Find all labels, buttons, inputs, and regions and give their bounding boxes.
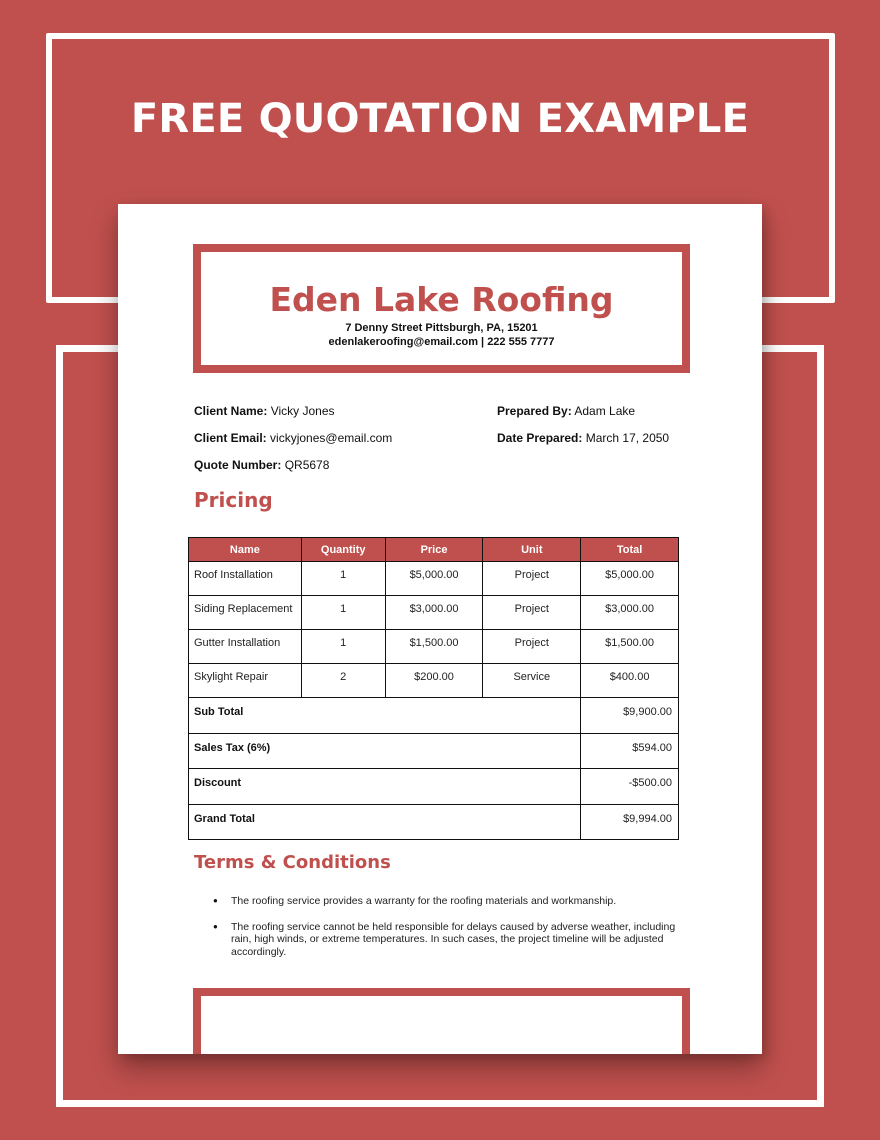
client-email-row [194,431,392,445]
sales-tax-value: $594.00 [581,733,679,769]
item-unit: Service [483,664,581,698]
table-row [189,630,679,664]
grand-total-value: $9,994.00 [581,804,679,840]
item-price: $5,000.00 [385,562,483,596]
list-item: ● The roofing service provides a warranty for the roofing materials and workmanship. [213,895,683,908]
pricing-table [188,537,679,840]
banner-title: FREE QUOTATION EXAMPLE [130,96,750,142]
item-quantity: 1 [301,562,385,596]
discount-row [189,769,679,805]
item-total: $400.00 [581,664,679,698]
company-address: 7 Denny Street Pittsburgh, PA, 15201 [345,322,538,334]
quote-number-value: QR5678 [284,458,330,472]
client-name-row [194,404,335,418]
prepared-by-row [497,404,635,418]
date-prepared-value: March 17, 2050 [585,431,670,445]
company-header-box [193,244,690,373]
pricing-header-row [189,538,679,562]
item-name: Gutter Installation [189,630,302,664]
item-price: $200.00 [385,664,483,698]
footer-box [193,988,690,1054]
subtotal-row [189,698,679,734]
col-header-unit: Unit [483,538,581,562]
item-price: $1,500.00 [385,630,483,664]
sales-tax-row [189,733,679,769]
item-unit: Project [483,596,581,630]
col-header-name: Name [189,538,302,562]
terms-list [213,895,683,971]
client-name-label: Client Name: [194,404,268,418]
company-contact: edenlakeroofing@email.com | 222 555 7777 [328,336,555,348]
item-quantity: 1 [301,630,385,664]
date-prepared-row [497,431,669,445]
col-header-price: Price [385,538,483,562]
item-price: $3,000.00 [385,596,483,630]
item-total: $5,000.00 [581,562,679,596]
grand-total-row [189,804,679,840]
table-row [189,596,679,630]
discount-value: -$500.00 [581,769,679,805]
pricing-heading: Pricing [194,488,273,512]
item-name: Skylight Repair [189,664,302,698]
item-total: $1,500.00 [581,630,679,664]
col-header-quantity: Quantity [301,538,385,562]
item-total: $3,000.00 [581,596,679,630]
table-row [189,664,679,698]
item-name: Roof Installation [189,562,302,596]
subtotal-value: $9,900.00 [581,698,679,734]
grand-total-label: Grand Total [189,804,581,840]
prepared-by-label: Prepared By: [497,404,572,418]
item-quantity: 2 [301,664,385,698]
list-item: ● The roofing service cannot be held responsible for delays caused by adverse weather, including rain, high winds, or extreme temperatures. In such cases, the project timeline will be adjusted accordingly. [213,921,683,959]
date-prepared-label: Date Prepared: [497,431,583,445]
terms-heading: Terms & Conditions [194,852,391,873]
item-name: Siding Replacement [189,596,302,630]
item-unit: Project [483,630,581,664]
prepared-by-value: Adam Lake [574,404,636,418]
item-quantity: 1 [301,596,385,630]
client-email-label: Client Email: [194,431,267,445]
client-email-value: vickyjones@email.com [270,431,393,445]
col-header-total: Total [581,538,679,562]
discount-label: Discount [189,769,581,805]
quote-number-row [194,458,329,472]
item-unit: Project [483,562,581,596]
table-row [189,562,679,596]
company-name: Eden Lake Roofing [269,280,614,319]
quotation-document [118,204,762,1054]
sales-tax-label: Sales Tax (6%) [189,733,581,769]
subtotal-label: Sub Total [189,698,581,734]
client-name-value: Vicky Jones [270,404,335,418]
quote-number-label: Quote Number: [194,458,282,472]
